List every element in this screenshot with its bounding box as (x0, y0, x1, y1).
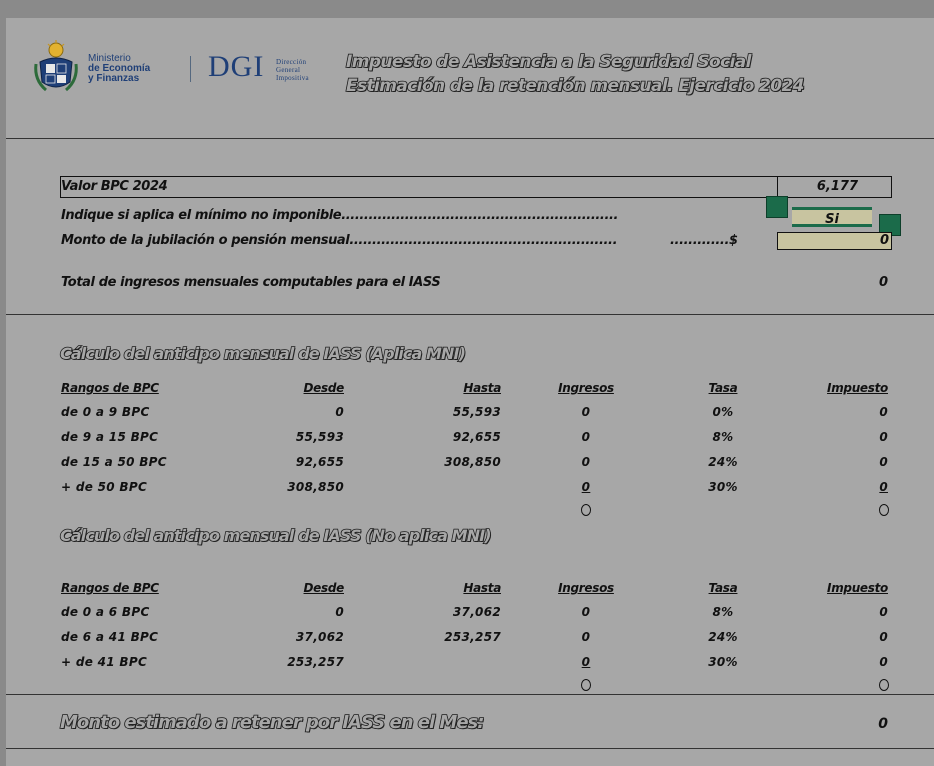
cell-ingresos: 0 (581, 630, 591, 644)
dgi-sub3: Impositiva (276, 74, 309, 82)
cell-impuesto: 0 (879, 455, 888, 469)
logo-divider (190, 56, 191, 82)
cell-tasa: 30% (708, 480, 738, 494)
final-divider-top (6, 694, 934, 695)
bpc-value: 6,177 (816, 179, 858, 194)
cell-hasta: 253,257 (444, 630, 501, 644)
nomni-total-ingresos-circle (581, 679, 591, 694)
nomni-header-desde: Desde (303, 581, 344, 595)
ministry-line2: de Economía (88, 63, 151, 74)
pension-input-cell[interactable]: 0 (777, 232, 892, 250)
title-line2: Estimación de la retención mensual. Ejercicio 2024 (346, 76, 804, 96)
cell-desde: 55,593 (295, 430, 344, 444)
cell-ingresos: 0 (581, 480, 591, 494)
cell-range: + de 41 BPC (61, 655, 148, 669)
total-income-value: 0 (878, 275, 888, 290)
cell-range: de 15 a 50 BPC (61, 455, 167, 469)
dgi-subtitle (276, 58, 309, 82)
cell-tasa: 24% (708, 630, 738, 644)
mni-header-desde: Desde (303, 381, 344, 395)
title-line1: Impuesto de Asistencia a la Seguridad Social (346, 52, 751, 72)
dgi-logo: DGI (208, 50, 265, 83)
final-divider-bottom (6, 748, 934, 749)
bpc-row-border (60, 176, 892, 198)
uruguay-coat-of-arms-icon (32, 40, 80, 94)
mni-header-impuesto: Impuesto (827, 381, 888, 395)
section-mni-title: Cálculo del anticipo mensual de IASS (Aplica MNI) (60, 344, 465, 363)
cell-impuesto: 0 (879, 405, 888, 419)
cell-impuesto: 0 (879, 430, 888, 444)
cell-desde: 0 (335, 405, 344, 419)
cell-range: + de 50 BPC (61, 480, 148, 494)
cell-impuesto: 0 (879, 480, 888, 494)
cell-range: de 0 a 9 BPC (61, 405, 150, 419)
cell-hasta: 308,850 (444, 455, 501, 469)
spreadsheet-sheet (6, 18, 934, 766)
nomni-header-rangos: Rangos de BPC (61, 581, 159, 595)
cell-tasa: 24% (708, 455, 738, 469)
cell-hasta: 55,593 (452, 405, 501, 419)
logo-block (32, 40, 309, 96)
cell-desde: 92,655 (295, 455, 344, 469)
mni-header-hasta: Hasta (463, 381, 501, 395)
cell-desde: 308,850 (287, 480, 344, 494)
cell-impuesto: 0 (879, 630, 888, 644)
cell-ingresos: 0 (581, 405, 591, 419)
nomni-total-impuesto-circle (879, 679, 889, 694)
cell-tasa: 30% (708, 655, 738, 669)
selection-handle-start[interactable] (766, 196, 788, 218)
nomni-header-ingresos: Ingresos (558, 581, 614, 595)
cell-range: de 9 a 15 BPC (61, 430, 159, 444)
cell-impuesto: 0 (879, 605, 888, 619)
page-title (346, 50, 804, 98)
total-income-label: Total de ingresos mensuales computables para el IASS (61, 275, 441, 290)
mni-header-rangos: Rangos de BPC (61, 381, 159, 395)
cell-impuesto: 0 (879, 655, 888, 669)
header-divider (6, 138, 934, 139)
final-amount-label: Monto estimado a retener por IASS en el Mes: (60, 712, 484, 733)
mni-select-cell[interactable]: Si (792, 207, 872, 227)
cell-ingresos: 0 (581, 655, 591, 669)
dgi-sub2: General (276, 66, 301, 74)
cell-hasta: 92,655 (452, 430, 501, 444)
cell-range: de 0 a 6 BPC (61, 605, 150, 619)
final-amount-value: 0 (878, 716, 888, 732)
mni-total-ingresos-circle (581, 504, 591, 519)
mni-label: Indique si aplica el mínimo no imponible............................................................. (61, 208, 619, 223)
cell-tasa: 0% (712, 405, 734, 419)
section-no-mni-title: Cálculo del anticipo mensual de IASS (No aplica MNI) (60, 526, 491, 545)
cell-ingresos: 0 (581, 455, 591, 469)
cell-ingresos: 0 (581, 430, 591, 444)
cell-desde: 37,062 (295, 630, 344, 644)
ministry-line3: y Finanzas (88, 73, 140, 84)
cell-ingresos: 0 (581, 605, 591, 619)
nomni-header-hasta: Hasta (463, 581, 501, 595)
nomni-header-tasa: Tasa (708, 581, 738, 595)
nomni-header-impuesto: Impuesto (827, 581, 888, 595)
bpc-label: Valor BPC 2024 (61, 179, 168, 194)
mni-total-impuesto-circle (879, 504, 889, 519)
cell-hasta: 37,062 (452, 605, 501, 619)
ministry-name (88, 54, 150, 84)
cell-desde: 253,257 (287, 655, 344, 669)
cell-desde: 0 (335, 605, 344, 619)
cell-tasa: 8% (712, 430, 734, 444)
dgi-sub1: Dirección (276, 58, 307, 66)
cell-tasa: 8% (712, 605, 734, 619)
pension-label: Monto de la jubilación o pensión mensual........................................................... (61, 233, 618, 248)
inputs-divider (6, 314, 934, 315)
mni-header-ingresos: Ingresos (558, 381, 614, 395)
mni-header-tasa: Tasa (708, 381, 738, 395)
pension-currency: .............$ (670, 233, 738, 248)
ministry-line1: Ministerio (88, 53, 131, 64)
cell-range: de 6 a 41 BPC (61, 630, 159, 644)
